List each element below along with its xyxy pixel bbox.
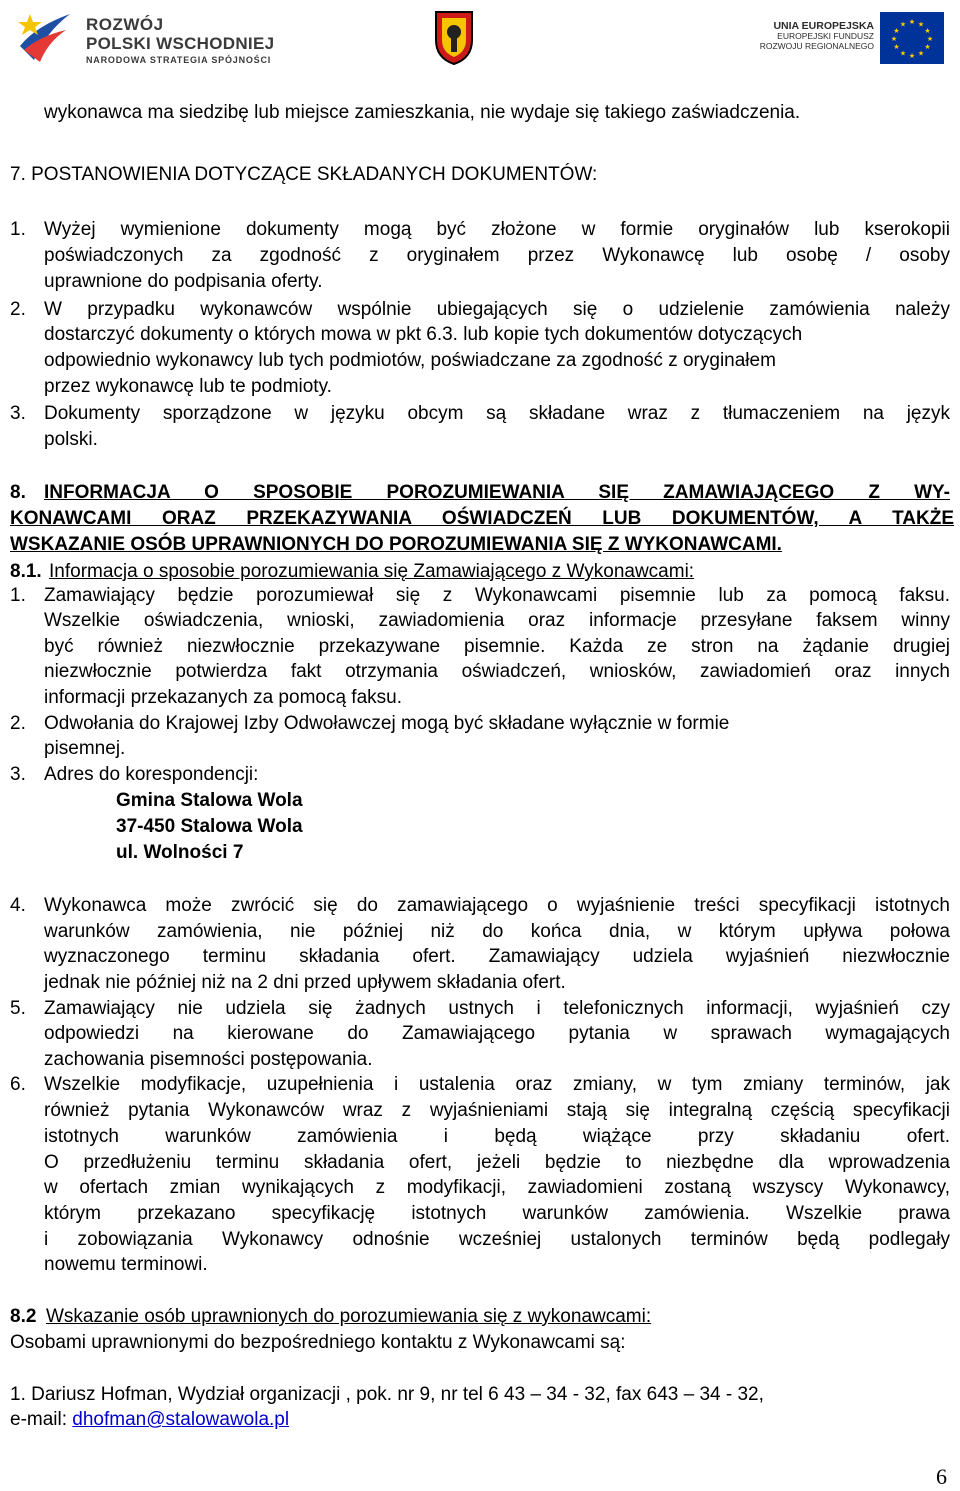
s8-item-4-line: wyznaczonego terminu składania ofert. Zamawiający udziela wyjaśnień niezwłocznie: [44, 946, 950, 967]
s7-item-3-number: 3.: [10, 403, 26, 424]
address-line: ul. Wolności 7: [116, 842, 244, 863]
s8-item-1-line: być również niezwłocznie przekazywane pisemnie. Każda ze stron na żądanie drugiej: [44, 636, 950, 657]
s7-item-3-line: polski.: [44, 429, 98, 450]
s8-item-5-line: Zamawiający nie udziela się żadnych ustnych i telefonicznych informacji, wyjaśnień czy: [44, 998, 950, 1019]
svg-text:★: ★: [890, 35, 898, 43]
s8-item-6-line: O przedłużeniu terminu składania ofert, jeżeli będzie to niezbędne dla wprowadzenia: [44, 1152, 950, 1173]
page-number: 6: [936, 1464, 947, 1489]
subsection-8-2-intro: Osobami uprawnionymi do bezpośredniego kontaktu z Wykonawcami są:: [10, 1332, 626, 1353]
section-7-heading: 7. POSTANOWIENIA DOTYCZĄCE SKŁADANYCH DOKUMENTÓW:: [10, 164, 598, 185]
email-link[interactable]: dhofman@stalowawola.pl: [72, 1409, 290, 1430]
s8-item-1-line: niezwłocznie potwierdza fakt otrzymania oświadczeń, wniosków, zawiadomień oraz innych: [44, 661, 950, 682]
s8-item-6-number: 6.: [10, 1074, 26, 1095]
logo-line-1: ROZWÓJ: [86, 15, 164, 34]
s8-item-6-line: Wszelkie modyfikacje, uzupełnienia i ustalenia oraz zmiany, w tym zmiany terminów, jak: [44, 1074, 950, 1095]
s8-item-5-number: 5.: [10, 998, 26, 1019]
s7-item-2-line: dostarczyć dokumenty o których mowa w pkt 6.3. lub kopie tych dokumentów dotyczących: [44, 324, 803, 345]
svg-text:★: ★: [899, 20, 907, 29]
svg-text:★: ★: [924, 43, 931, 51]
subsection-8-2-number: 8.2: [10, 1306, 37, 1327]
logo-line-2: POLSKI WSCHODNIEJ: [86, 34, 275, 53]
subsection-8-1-number: 8.1.: [10, 561, 42, 582]
logo-line-3: NARODOWA STRATEGIA SPÓJNOŚCI: [86, 55, 272, 65]
section-8-heading-line: INFORMACJA O SPOSOBIE POROZUMIEWANIA SIĘ ZAMAWIAJĄCEGO Z WY-: [44, 482, 950, 503]
svg-text:★: ★: [893, 27, 900, 35]
eu-flag-icon: [880, 12, 944, 64]
svg-text:★: ★: [908, 18, 916, 26]
email-row: [10, 1408, 289, 1432]
s8-item-6-line: w ofertach zmian wynikających z modyfikacji, zawiadomieni zostaną wszyscy Wykonawcy,: [44, 1177, 950, 1198]
s8-item-6-line: którym przekazano specyfikację istotnych warunków zamówienia. Wszelkie prawa: [44, 1203, 950, 1224]
s7-item-2-line: odpowiednio wykonawcy lub tych podmiotów, poświadczane za zgodność z oryginałem: [44, 350, 776, 371]
svg-text:★: ★: [924, 27, 931, 35]
s7-item-2-number: 2.: [10, 299, 26, 320]
s7-item-2-line: przez wykonawcę lub te podmioty.: [44, 376, 332, 397]
intro-line: wykonawca ma siedzibę lub miejsce zamieszkania, nie wydaje się takiego zaświadczenia.: [44, 102, 801, 123]
s8-item-3-number: 3.: [10, 764, 26, 785]
eu-line-1: UNIA EUROPEJSKA: [773, 20, 874, 32]
s8-item-1-line: Zamawiający będzie porozumiewał się z Wykonawcami pisemnie lub za pomocą faksu.: [44, 585, 950, 606]
s8-item-1-line: Wszelkie oświadczenia, wnioski, zawiadomienia oraz informacje przesyłane faksem winny: [44, 610, 950, 631]
s8-item-4-line: warunków zamówienia, nie później niż do końca dnia, w którym upływa połowa: [44, 921, 950, 942]
s8-item-6-line: istotnych warunków zamówienia i będą wiążące przy składaniu ofert.: [44, 1126, 950, 1147]
s7-item-2-line: W przypadku wykonawców wspólnie ubiegających się o udzielenie zamówienia należy: [44, 299, 950, 320]
email-label: e-mail:: [10, 1409, 73, 1430]
s8-item-6-line: i zobowiązania Wykonawcy odnośnie wcześniej ustalonych terminów będą podlegały: [44, 1229, 950, 1250]
s8-item-3-line: Adres do korespondencji:: [44, 764, 259, 785]
svg-text:★: ★: [908, 52, 916, 60]
s8-item-5-line: zachowania pisemności postępowania.: [44, 1049, 373, 1070]
s7-item-3-line: Dokumenty sporządzone w języku obcym są składane wraz z tłumaczeniem na język: [44, 403, 950, 424]
s8-item-1-number: 1.: [10, 585, 26, 606]
s8-item-4-line: jednak nie później niż na 2 dni przed upływem składania ofert.: [44, 972, 566, 993]
svg-text:★: ★: [893, 43, 900, 51]
s8-item-2-number: 2.: [10, 713, 26, 734]
s8-item-2-line: pisemnej.: [44, 738, 126, 759]
eu-line-3: ROZWOJU REGIONALNEGO: [759, 40, 874, 51]
subsection-8-1-title: Informacja o sposobie porozumiewania się Zamawiającego z Wykonawcami:: [49, 561, 695, 582]
s8-item-1-line: informacji przekazanych za pomocą faksu.: [44, 687, 402, 708]
star-swoosh-icon: [16, 6, 74, 64]
address-line: Gmina Stalowa Wola: [116, 790, 303, 811]
svg-text:★: ★: [899, 49, 907, 58]
eu-line-2: EUROPEJSKI FUNDUSZ: [777, 31, 874, 42]
s8-item-5-line: odpowiedzi na kierowane do Zamawiającego pytania w sprawach wymagających: [44, 1023, 950, 1044]
s7-item-1-number: 1.: [10, 219, 26, 240]
svg-text:★: ★: [917, 20, 925, 29]
section-8-heading-line: KONAWCAMI ORAZ PRZEKAZYWANIA OŚWIADCZEŃ LUB DOKUMENTÓW, A TAKŻE: [10, 508, 954, 529]
s7-item-1-line: Wyżej wymienione dokumenty mogą być złożone w formie oryginałów lub kserokopii: [44, 219, 950, 240]
s8-item-2-line: Odwołania do Krajowej Izby Odwoławczej mogą być składane wyłącznie w formie: [44, 713, 730, 734]
address-line: 37-450 Stalowa Wola: [116, 816, 303, 837]
svg-text:★: ★: [917, 49, 925, 58]
section-8-number: 8.: [10, 482, 26, 503]
rozwoj-polski-wschodniej-logo: [16, 6, 316, 68]
subsection-8-2-title: Wskazanie osób uprawnionych do porozumiewania się z wykonawcami:: [46, 1306, 652, 1327]
s8-item-4-number: 4.: [10, 895, 26, 916]
s8-item-4-line: Wykonawca może zwrócić się do zamawiającego o wyjaśnienie treści specyfikacji istotnych: [44, 895, 950, 916]
s7-item-1-line: uprawnione do podpisania oferty.: [44, 271, 323, 292]
contact-line: 1. Dariusz Hofman, Wydział organizacji , pok. nr 9, nr tel 6 43 – 34 - 32, fax 643 – 34 - 32,: [10, 1384, 764, 1405]
s8-item-6-line: również pytania Wykonawców wraz z wyjaśnieniami stają się integralną częścią specyfikacji: [44, 1100, 950, 1121]
svg-text:★: ★: [926, 35, 934, 43]
eu-logo: [738, 12, 944, 66]
s7-item-1-line: poświadczonych za zgodność z oryginałem przez Wykonawcę lub osobę / osoby: [44, 245, 950, 266]
s8-item-6-line: nowemu terminowi.: [44, 1254, 208, 1275]
section-8-heading-line: WSKAZANIE OSÓB UPRAWNIONYCH DO POROZUMIEWANIA SIĘ Z WYKONAWCAMI.: [10, 534, 782, 555]
stalowa-wola-crest-icon: [434, 10, 474, 66]
